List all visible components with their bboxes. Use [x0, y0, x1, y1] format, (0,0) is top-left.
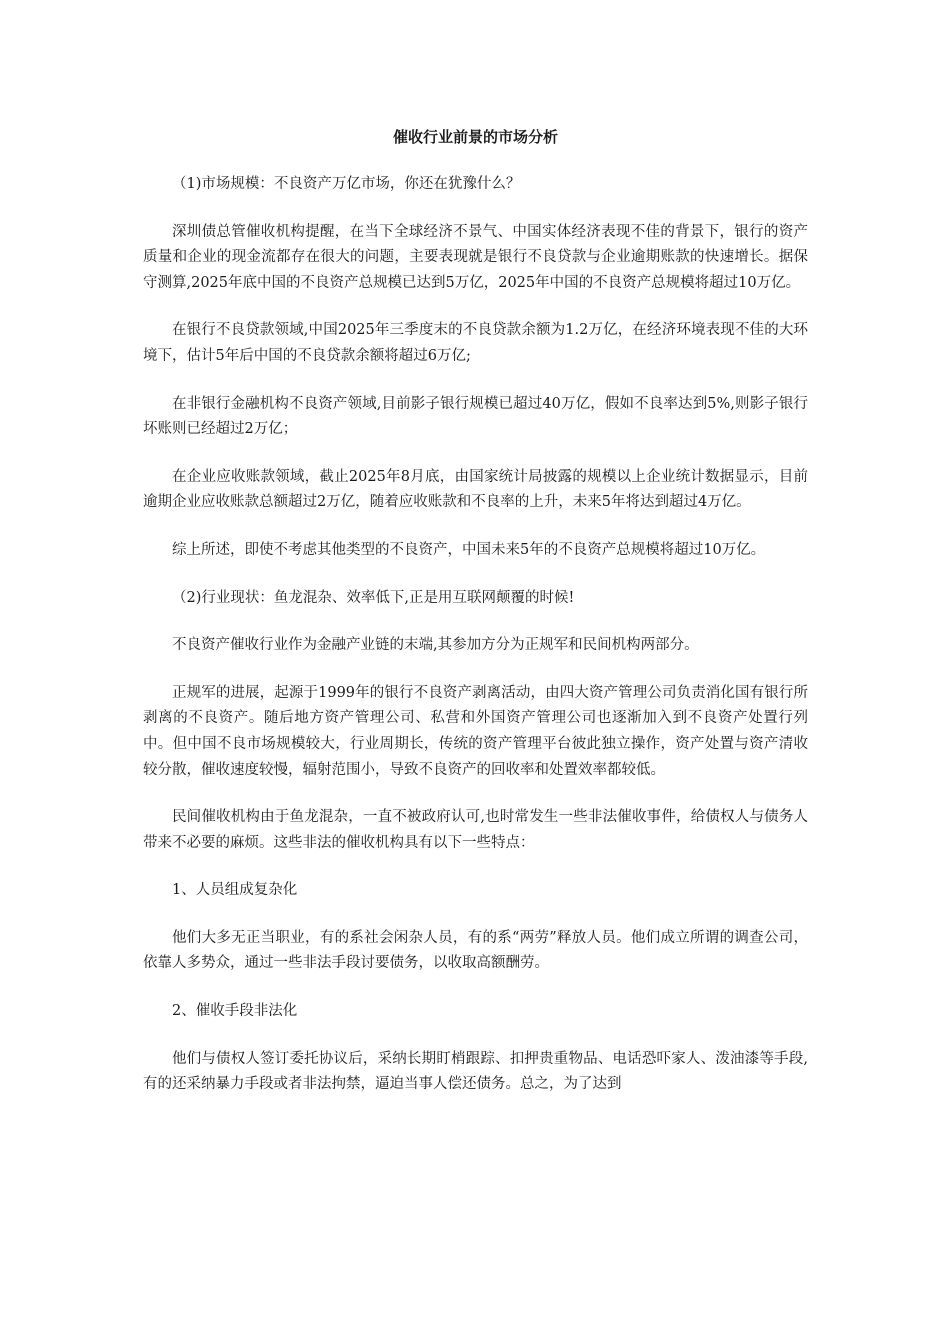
section-heading-industry-status: （2)行业现状：鱼龙混杂、效率低下,正是用互联网颠覆的时候!: [172, 589, 575, 606]
paragraph-industry-parties: 不良资产催收行业作为金融产业链的末端,其参加方分为正规军和民间机构两部分。: [172, 637, 699, 654]
list-heading-personnel: 1、人员组成复杂化: [172, 882, 298, 899]
paragraph-personnel: 他们大多无正当职业，有的系社会闲杂人员，有的系“两劳”释放人员。他们成立所谓的调查公司，依靠人多势众，通过一些非法手段讨要债务，以收取高额酬劳。: [143, 929, 808, 972]
list-heading-methods: 2、催收手段非法化: [172, 1003, 298, 1020]
paragraph-regular-forces: 正规军的进展，起源于1999年的银行不良资产剥离活动，由四大资产管理公司负责消化国有银行所剥离的不良资产。随后地方资产管理公司、私营和外国资产管理公司也逐渐加入到不良资产处置行列中。但中国不良市场规模较大，行业周期长，传统的资产管理平台彼此独立操作，资产处置与资产清收较分散，催收速度较慢，辐射范围小，导致不良资产的回收率和处置效率都较低。: [143, 684, 808, 778]
paragraph-bank-loans: 在银行不良贷款领域,中国2025年三季度末的不良贷款余额为1.2万亿，在经济环境表现不佳的大环境下，估计5年后中国的不良贷款余额将超过6万亿;: [143, 322, 808, 364]
document-body: [143, 124, 808, 1120]
paragraph-methods: 他们与债权人签订委托协议后，采纳长期盯梢跟踪、扣押贵重物品、电话恐吓家人、泼油漆等手段,有的还采纳暴力手段或者非法拘禁，逼迫当事人偿还债务。总之，为了达到: [143, 1050, 808, 1093]
paragraph-summary: 综上所述，即使不考虑其他类型的不良资产，中国未来5年的不良资产总规模将超过10万亿。: [172, 541, 766, 558]
section-heading-market-size: （1)市场规模：不良资产万亿市场，你还在犹豫什么？: [172, 176, 521, 192]
paragraph-receivables: 在企业应收账款领域，截止2025年8月底，由国家统计局披露的规模以上企业统计数据显示，目前逾期企业应收账款总额超过2万亿，随着应收账款和不良率的上升，未来5年将达到超过4万亿。: [143, 468, 808, 511]
document-title: 催收行业前景的市场分析: [392, 128, 558, 146]
paragraph-non-bank: 在非银行金融机构不良资产领域,目前影子银行规模已超过40万亿，假如不良率达到5%,则影子银行坏账则已经超过2万亿；: [143, 395, 808, 438]
paragraph-private-agencies: 民间催收机构由于鱼龙混杂，一直不被政府认可,也时常发生一些非法催收事件，给债权人与债务人带来不必要的麻烦。这些非法的催收机构具有以下一些特点：: [143, 809, 808, 851]
paragraph-intro: 深圳债总管催收机构提醒，在当下全球经济不景气、中国实体经济表现不佳的背景下，银行的资产质量和企业的现金流都存在很大的问题，主要表现就是银行不良贷款与企业逾期账款的快速增长。据保守测算,2025年底中国的不良资产总规模已达到5万亿，2025年中国的不良资产总规模将超过10万亿。: [143, 223, 808, 291]
